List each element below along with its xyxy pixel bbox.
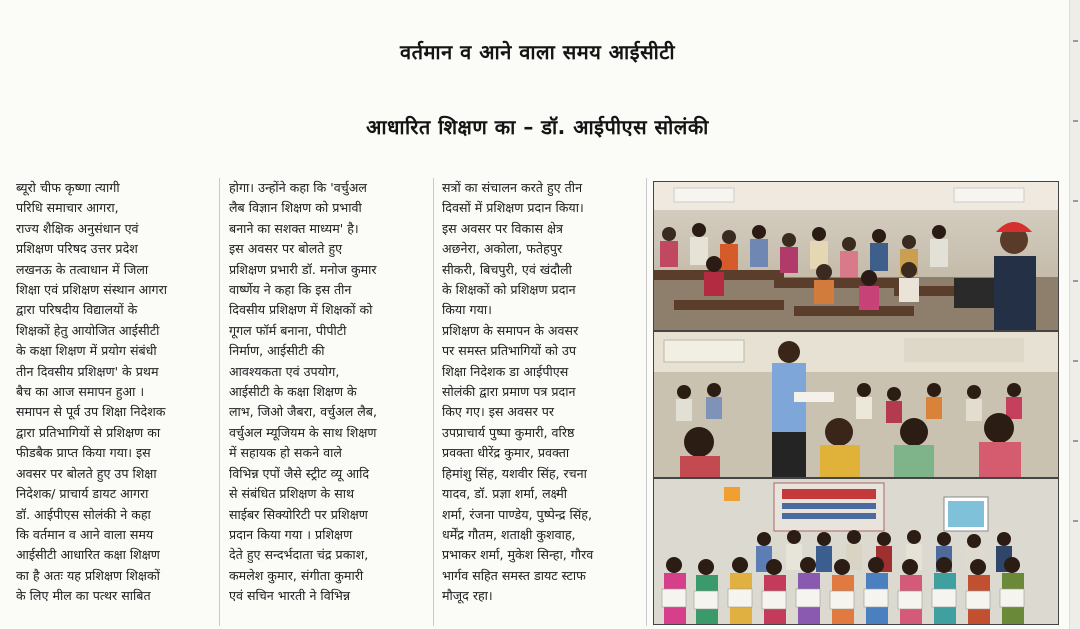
article-line: निर्माण, आईसीटी की	[229, 343, 325, 359]
article-line: बैच का आज समापन हुआ ।	[16, 384, 145, 400]
article-line: आईसीटी आधारित कक्षा शिक्षण	[16, 547, 160, 563]
article-line: तीन दिवसीय प्रशिक्षण' के प्रथम	[16, 363, 159, 379]
article-line: इस अवसर पर बोलते हुए	[229, 241, 343, 257]
article-column-1	[16, 178, 212, 628]
article-line: डॉ. आईपीएस सोलंकी ने कहा	[16, 506, 151, 522]
article-line: उपप्राचार्य पुष्पा कुमारी, वरिष्ठ	[442, 424, 575, 440]
article-line: प्रशिक्षण परिषद उत्तर प्रदेश	[16, 241, 138, 257]
article-line: लैब विज्ञान शिक्षण को प्रभावी	[229, 200, 362, 216]
photo-collage	[653, 181, 1057, 623]
article-line: देते हुए सन्दर्भदाता चंद्र प्रकाश,	[229, 547, 369, 563]
article-column-3	[442, 178, 638, 628]
headline-line-2: आधारित शिक्षण का – डॉ. आईपीएस सोलंकी	[366, 115, 709, 139]
article-line: दिवसों में प्रशिक्षण प्रदान किया।	[442, 200, 584, 216]
article-line: का है अतः यह प्रशिक्षण शिक्षकों	[16, 567, 160, 583]
article-line: द्वारा परिषदीय विद्यालयों के	[16, 302, 138, 318]
article-line: अछनेरा, अकोला, फतेहपुर	[442, 241, 563, 257]
article-line: में सहायक हो सकने वाले	[229, 445, 342, 461]
article-line: प्रशिक्षण प्रभारी डॉ. मनोज कुमार	[229, 261, 377, 277]
column-divider	[646, 178, 647, 626]
article-line: धर्मेंद्र गौतम, शताक्षी कुशवाह,	[442, 526, 576, 542]
article-line: सीकरी, बिचपुरी, एवं खंदौली	[442, 261, 572, 277]
article-line: इस अवसर पर विकास क्षेत्र	[442, 220, 563, 236]
article-line: शर्मा, रंजना पाण्डेय, पुष्पेन्द्र सिंह,	[442, 506, 592, 522]
article-line: वर्चुअल म्यूजियम के साथ शिक्षण	[229, 424, 377, 440]
article-line: पर समस्त प्रतिभागियों को उप	[442, 343, 577, 359]
column-divider	[219, 178, 220, 626]
article-line: साईबर सिक्योरिटी पर प्रशिक्षण	[229, 506, 368, 522]
group-photo	[653, 478, 1059, 625]
article-line: विभिन्न एपों जैसे स्ट्रीट व्यू आदि	[229, 465, 370, 481]
article-column-2	[229, 178, 425, 628]
article-line: एवं सचिन भारती ने विभिन्न	[229, 588, 350, 604]
article-line: द्वारा प्रतिभागियों से प्रशिक्षण का	[16, 424, 161, 440]
article-line: के कक्षा शिक्षण में प्रयोग संबंधी	[16, 343, 157, 359]
article-line: के शिक्षकों को प्रशिक्षण प्रदान	[442, 282, 576, 298]
article-line: कमलेश कुमार, संगीता कुमारी	[229, 567, 364, 583]
article-line: दिवसीय प्रशिक्षण में शिक्षकों को	[229, 302, 373, 318]
article-line: सोलंकी द्वारा प्रमाण पत्र प्रदान	[442, 384, 576, 400]
article-line: वार्ष्णेय ने कहा कि इस तीन	[229, 282, 352, 298]
article-line: के लिए मील का पत्थर साबित	[16, 588, 151, 604]
article-line: सत्रों का संचालन करते हुए तीन	[442, 180, 583, 195]
article-line: गूगल फॉर्म बनाना, पीपीटी	[229, 322, 347, 338]
article-line: से संबंधित प्रशिक्षण के साथ	[229, 486, 355, 502]
article-line: मौजूद रहा।	[442, 588, 493, 604]
article-line: प्रदान किया गया । प्रशिक्षण	[229, 526, 353, 542]
article-line: शिक्षा एवं प्रशिक्षण संस्थान आगरा	[16, 282, 168, 298]
article-line: प्रवक्ता धीरेंद्र कुमार, प्रवक्ता	[442, 445, 570, 461]
article-line: परिधि समाचार आगरा,	[16, 200, 119, 216]
article-line: ब्यूरो चीफ कृष्णा त्यागी	[16, 180, 120, 195]
article-line: फीडबैक प्राप्त किया गया। इस	[16, 445, 151, 461]
article-line: प्रभाकर शर्मा, मुकेश सिन्हा, गौरव	[442, 547, 594, 563]
column-divider	[433, 178, 434, 626]
article-line: भार्गव सहित समस्त डायट स्टाफ	[442, 567, 586, 583]
article-line: लखनऊ के तत्वाधान में जिला	[16, 261, 149, 277]
article-line: लाभ, जिओ जैबरा, वर्चुअल लैब,	[229, 404, 378, 420]
article-line: कि वर्तमान व आने वाला समय	[16, 526, 154, 542]
article-line: यादव, डॉ. प्रज्ञा शर्मा, लक्ष्मी	[442, 486, 568, 502]
article-line: शिक्षकों हेतु आयोजित आईसीटी	[16, 322, 160, 338]
article-line: निदेशक/ प्राचार्य डायट आगरा	[16, 486, 149, 502]
article-line: प्रशिक्षण के समापन के अवसर	[442, 322, 579, 338]
article-line: होगा। उन्होंने कहा कि 'वर्चुअल	[229, 180, 367, 195]
article-line: बनाने का सशक्त माध्यम' है।	[229, 220, 359, 236]
article-line: शिक्षा निदेशक डा आईपीएस	[442, 363, 569, 379]
training-hall-photo	[653, 181, 1059, 331]
article-line: आईसीटी के कक्षा शिक्षण के	[229, 384, 357, 400]
article-line: हिमांशु सिंह, यशवीर सिंह, रचना	[442, 465, 587, 481]
certificate-distribution-photo	[653, 331, 1059, 478]
article-line: किए गए। इस अवसर पर	[442, 404, 555, 420]
headline-line-1: वर्तमान व आने वाला समय आईसीटी	[399, 40, 676, 64]
article-line: किया गया।	[442, 302, 492, 318]
page-edge	[1069, 0, 1080, 629]
article-line: समापन से पूर्व उप शिक्षा निदेशक	[16, 404, 166, 420]
article-line: अवसर पर बोलते हुए उप शिक्षा	[16, 465, 157, 481]
article-line: आवश्यकता एवं उपयोग,	[229, 363, 340, 379]
article-line: राज्य शैक्षिक अनुसंधान एवं	[16, 220, 139, 236]
